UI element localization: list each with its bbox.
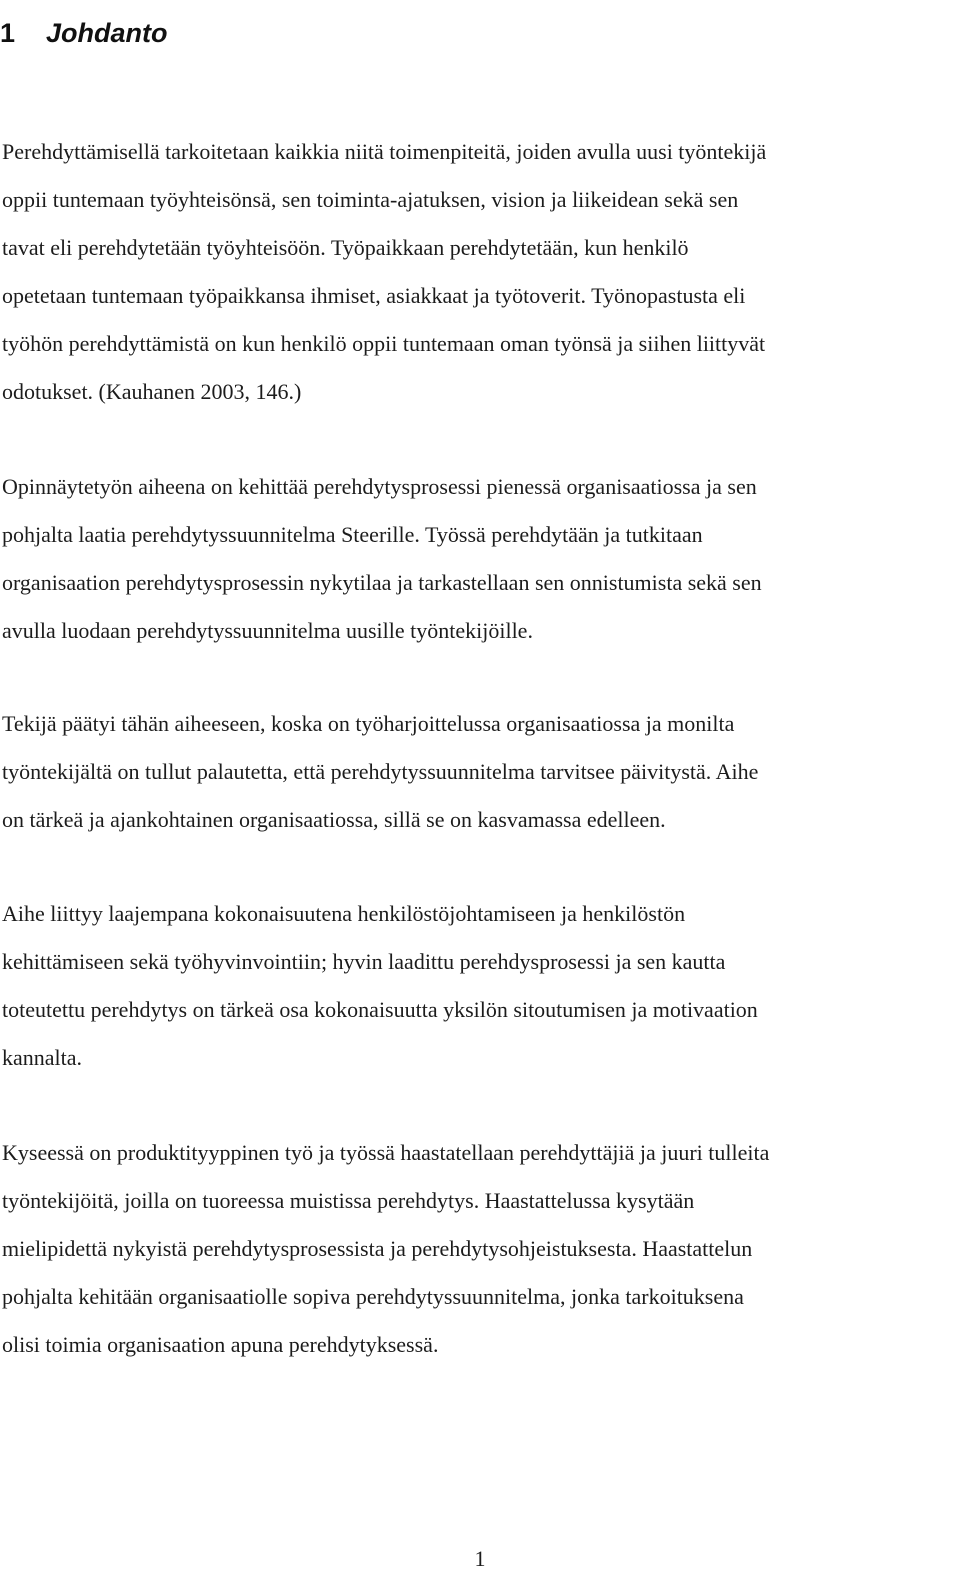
page-number: 1 bbox=[474, 1546, 486, 1571]
chapter-heading bbox=[0, 18, 168, 52]
text-line: oppii tuntemaan työyhteisönsä, sen toiminta-ajatuksen, vision ja liikeidean sekä sen bbox=[2, 187, 739, 212]
text-line: kannalta. bbox=[2, 1045, 83, 1070]
chapter-number: 1 bbox=[0, 18, 16, 49]
text-line: Aihe liittyy laajempana kokonaisuutena henkilöstöjohtamiseen ja henkilöstön bbox=[2, 901, 686, 926]
text-line: pohjalta kehitään organisaatiolle sopiva perehdytyssuunnitelma, jonka tarkoituksena bbox=[2, 1284, 744, 1309]
text-line: Opinnäytetyön aiheena on kehittää perehdytysprosessi pienessä organisaatiossa ja sen bbox=[2, 474, 757, 499]
text-line: mielipidettä nykyistä perehdytysprosessista ja perehdytysohjeistuksesta. Haastattelun bbox=[2, 1236, 753, 1261]
text-line: olisi toimia organisaation apuna perehdytyksessä. bbox=[2, 1332, 439, 1357]
text-line: tavat eli perehdytetään työyhteisöön. Työpaikkaan perehdytetään, kun henkilö bbox=[2, 235, 689, 260]
paragraph-motivation bbox=[2, 700, 952, 844]
paragraph-method bbox=[2, 1129, 952, 1369]
text-line: Perehdyttämisellä tarkoitetaan kaikkia niitä toimenpiteitä, joiden avulla uusi työntekijä bbox=[2, 139, 767, 164]
text-line: työhön perehdyttämistä on kun henkilö oppii tuntemaan oman työnsä ja siihen liittyvät bbox=[2, 331, 766, 356]
text-line: Kyseessä on produktityyppinen työ ja työssä haastatellaan perehdyttäjiä ja juuri tulleita bbox=[2, 1140, 770, 1165]
text-line: opetetaan tuntemaan työpaikkansa ihmiset, asiakkaat ja työtoverit. Työnopastusta eli bbox=[2, 283, 746, 308]
text-line: Tekijä päätyi tähän aiheeseen, koska on työharjoittelussa organisaatiossa ja monilta bbox=[2, 711, 735, 736]
text-line: on tärkeä ja ajankohtainen organisaatiossa, sillä se on kasvamassa edelleen. bbox=[2, 807, 666, 832]
text-line: kehittämiseen sekä työhyvinvointiin; hyvin laadittu perehdysprosessi ja sen kautta bbox=[2, 949, 726, 974]
paragraph-intro bbox=[2, 128, 952, 416]
text-line: organisaation perehdytysprosessin nykytilaa ja tarkastellaan sen onnistumista sekä sen bbox=[2, 570, 762, 595]
paragraph-topic bbox=[2, 463, 952, 655]
text-line: odotukset. (Kauhanen 2003, 146.) bbox=[2, 379, 302, 404]
chapter-title: Johdanto bbox=[46, 18, 168, 49]
text-line: pohjalta laatia perehdytyssuunnitelma Steerille. Työssä perehdytään ja tutkitaan bbox=[2, 522, 703, 547]
text-line: avulla luodaan perehdytyssuunnitelma uusille työntekijöille. bbox=[2, 618, 533, 643]
text-line: työntekijöitä, joilla on tuoreessa muistissa perehdytys. Haastattelussa kysytään bbox=[2, 1188, 695, 1213]
paragraph-context bbox=[2, 890, 952, 1082]
text-line: työntekijältä on tullut palautetta, että perehdytyssuunnitelma tarvitsee päivitystä. Aihe bbox=[2, 759, 759, 784]
text-line: toteutettu perehdytys on tärkeä osa kokonaisuutta yksilön sitoutumisen ja motivaation bbox=[2, 997, 758, 1022]
